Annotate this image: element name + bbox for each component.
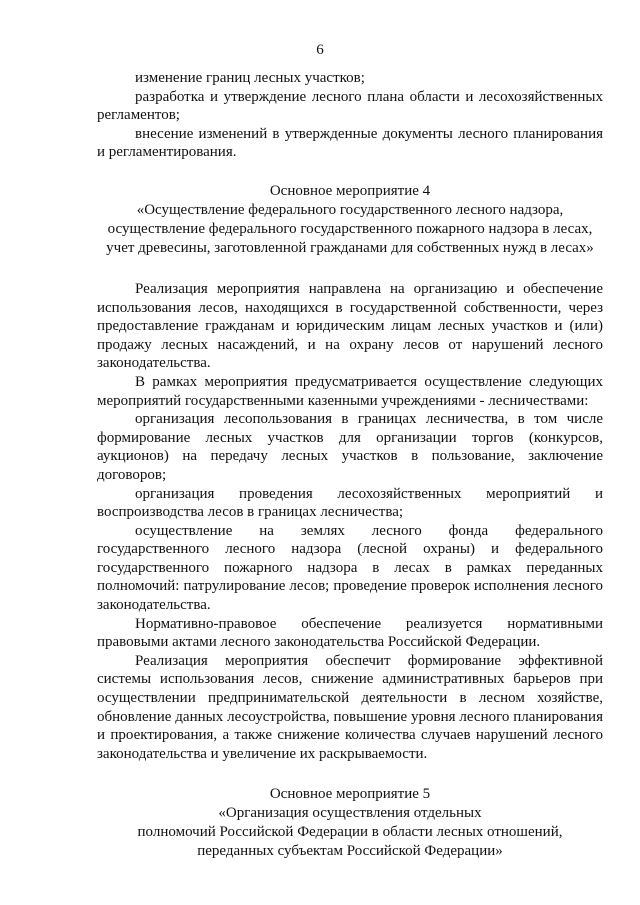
section-5-heading <box>97 785 603 861</box>
section-4-title-line: учет древесины, заготовленной гражданами для собственных нужд в лесах» <box>106 239 594 256</box>
paragraph: В рамках мероприятия предусматривается осуществление следующих мероприятий государственными казенными учреждениями - лесничествами: <box>97 373 603 409</box>
section-5-title-line: «Организация осуществления отдельных <box>218 805 482 822</box>
paragraph: Реализация мероприятия направлена на организацию и обеспечение использования лесов, находящихся в государственной собственности, через предоставление гражданам и юридическим лицам лесных участков и (или) продажу лесных насаждений, и на охрану лесов от нарушений лесного законодательства. <box>97 280 603 372</box>
page-number: 6 <box>316 42 324 58</box>
paragraph: разработка и утверждение лесного плана области и лесохозяйственных регламентов; <box>97 88 603 124</box>
section-4-label: Основное мероприятие 4 <box>269 182 431 199</box>
section-5-title-line: переданных субъектам Российской Федерации» <box>197 843 503 860</box>
paragraph: Реализация мероприятия обеспечит формирование эффективной системы использования лесов, снижение административных барьеров при осуществлении предпринимательской деятельности в лесном хозяйстве, обновление данных лесоустройства, повышение уровня лесного планирования и проектирования, а также снижение количества случаев нарушений лесного законодательства и увеличение их раскрываемости. <box>97 652 603 762</box>
section-4-heading <box>97 182 603 258</box>
paragraph: осуществление на землях лесного фонда федерального государственного лесного надзора (лесной охраны) и федерального государственного пожарного надзора в лесах в рамках переданных полномочий: патрулирование лесов; проведение проверок исполнения лесного законодательства. <box>97 522 603 614</box>
paragraph: изменение границ лесных участков; <box>135 70 365 86</box>
paragraph: организация лесопользования в границах лесничества, в том числе формирование лесных участков для организации торгов (конкурсов, аукционов) на передачу лесных участков в пользование, заключение договоров; <box>97 411 603 483</box>
section-4-title-line: осуществление федерального государственного пожарного надзора в лесах, <box>107 220 593 237</box>
section-5-label: Основное мероприятие 5 <box>269 786 431 803</box>
page-content <box>97 69 603 861</box>
section-5-title-line: полномочий Российской Федерации в области лесных отношений, <box>137 824 563 841</box>
paragraph: внесение изменений в утвержденные документы лесного планирования и регламентирования. <box>97 125 603 161</box>
paragraph: Нормативно-правовое обеспечение реализуется нормативными правовыми актами лесного законодательства Российской Федерации. <box>97 615 603 651</box>
section-4-title-line: «Осуществление федерального государственного лесного надзора, <box>136 201 564 218</box>
paragraph: организация проведения лесохозяйственных мероприятий и воспроизводства лесов в границах лесничества; <box>97 485 603 521</box>
